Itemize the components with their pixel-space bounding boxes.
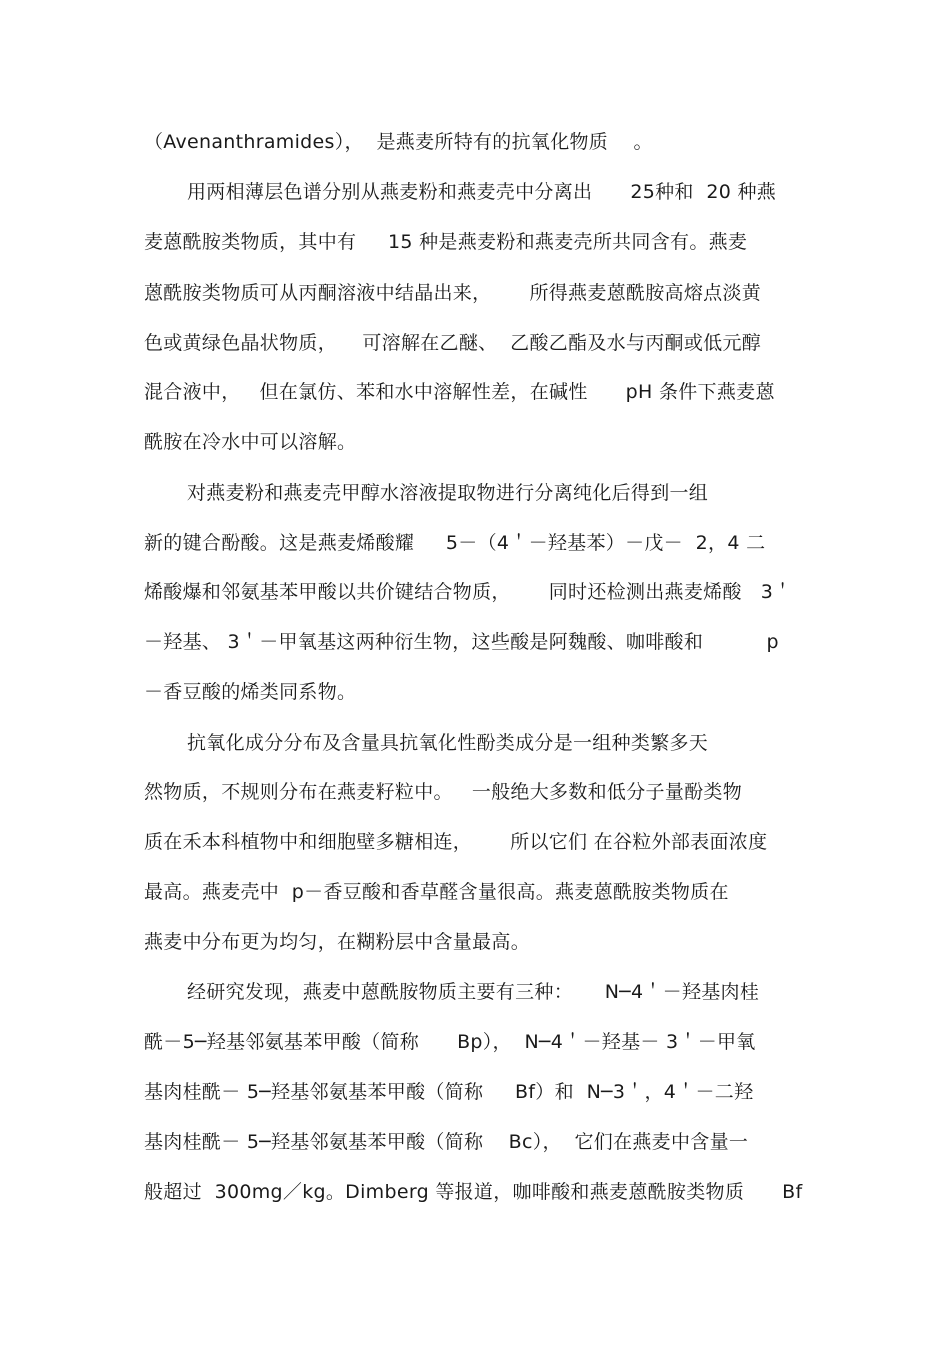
text-line: 酰－5─羟基邻氨基苯甲酸（简称 Bp）， N─4＇－羟基－ 3＇－甲氧 [144, 1031, 756, 1053]
paragraph-start-line: 对燕麦粉和燕麦壳甲醇水溶液提取物进行分离纯化后得到一组 [187, 482, 709, 504]
text-line: －香豆酸的烯类同系物。 [144, 681, 357, 703]
text-line: （Avenanthramides）， 是燕麦所特有的抗氧化物质 。 [144, 131, 653, 153]
text-line: 最高。燕麦壳中 p－香豆酸和香草醛含量很高。燕麦蒽酰胺类物质在 [144, 881, 729, 903]
text-line: 烯酸爆和邻氨基苯甲酸以共价键结合物质， 同时还检测出燕麦烯酸 3＇ [144, 581, 793, 603]
text-line: 麦蒽酰胺类物质，其中有 15 种是燕麦粉和燕麦壳所共同含有。燕麦 [144, 231, 748, 253]
text-line: 蒽酰胺类物质可从丙酮溶液中结晶出来， 所得燕麦蒽酰胺高熔点淡黄 [144, 282, 762, 304]
paragraph-start-line: 抗氧化成分分布及含量具抗氧化性酚类成分是一组种类繁多天 [187, 732, 709, 754]
text-line: 般超过 300mg／kg。Dimberg 等报道，咖啡酸和燕麦蒽酰胺类物质 Bf [144, 1181, 803, 1203]
paragraph-start-line: 用两相薄层色谱分别从燕麦粉和燕麦壳中分离出 25种和 20 种燕 [187, 181, 777, 203]
text-line: －羟基、 3＇－甲氧基这两种衍生物，这些酸是阿魏酸、咖啡酸和 p [144, 631, 779, 653]
text-line: 质在禾本科植物中和细胞壁多糖相连， 所以它们 在谷粒外部表面浓度 [144, 831, 768, 853]
text-line: 色或黄绿色晶状物质， 可溶解在乙醚、 乙酸乙酯及水与丙酮或低元醇 [144, 332, 762, 354]
text-line: 基肉桂酰－ 5─羟基邻氨基苯甲酸（简称 Bc）， 它们在燕麦中含量一 [144, 1131, 749, 1153]
text-line: 然物质，不规则分布在燕麦籽粒中。 一般绝大多数和低分子量酚类物 [144, 781, 743, 803]
text-line: 混合液中， 但在氯仿、苯和水中溶解性差，在碱性 pH 条件下燕麦蒽 [144, 381, 775, 403]
text-line: 新的键合酚酸。这是燕麦烯酸耀 5－（4＇－羟基苯）－戊－ 2，4 二 [144, 532, 766, 554]
text-line: 基肉桂酰－ 5─羟基邻氨基苯甲酸（简称 Bf）和 N─3＇，4＇－二羟 [144, 1081, 754, 1103]
paragraph-start-line: 经研究发现，燕麦中蒽酰胺物质主要有三种： N─4＇－羟基肉桂 [187, 981, 760, 1003]
text-line: 燕麦中分布更为均匀，在糊粉层中含量最高。 [144, 931, 531, 953]
text-line: 酰胺在冷水中可以溶解。 [144, 431, 357, 453]
